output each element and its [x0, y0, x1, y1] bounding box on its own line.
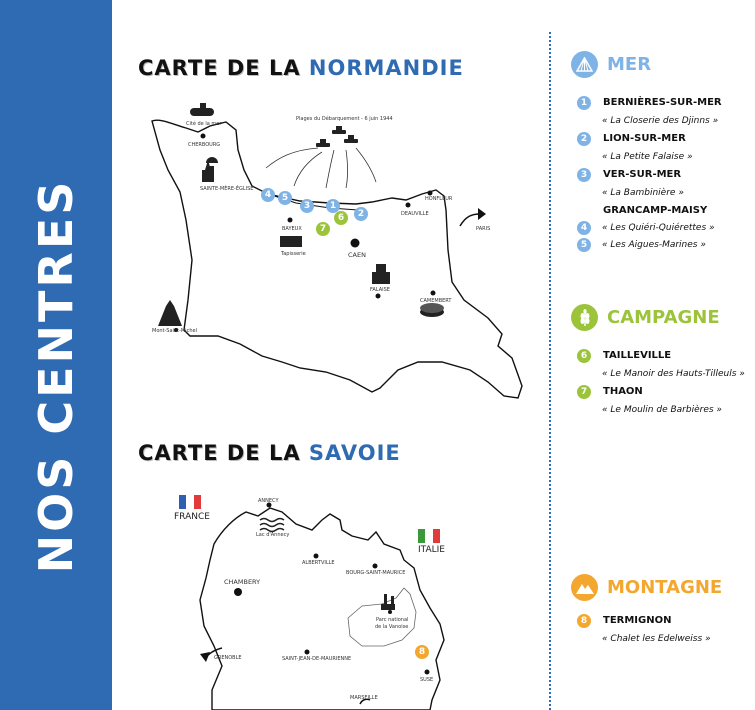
castle-icon: [372, 264, 390, 284]
entry-place: BERNIÈRES-SUR-MER: [603, 97, 722, 108]
entry-1-sub: « La Closerie des Djinns »: [602, 116, 719, 126]
entry-place: VER-SUR-MER: [603, 169, 682, 180]
label-bourg-saint-maurice: BOURG-SAINT-MAURICE: [346, 570, 406, 576]
ships-icon: [316, 126, 358, 147]
city-dot-cherbourg: [201, 134, 206, 139]
map-marker-1: 1: [326, 199, 340, 213]
category-campagne-header: [571, 304, 720, 331]
category-mer-name: MER: [607, 54, 652, 75]
entry-place: LION-SUR-MER: [603, 133, 686, 144]
label-marseille: MARSEILLE: [350, 695, 378, 701]
map-marker-7: 7: [316, 222, 330, 236]
city-dot-chambery: [234, 588, 242, 596]
lake-icon: [260, 519, 284, 532]
entry-6-sub: « Le Manoir des Hauts-Tilleuls »: [602, 369, 745, 379]
italy-flag-icon: [418, 529, 440, 543]
label-falaise: FALAISE: [370, 287, 390, 293]
label-sainte-mere: SAINTE-MÈRE-ÉGLISE: [200, 186, 254, 192]
label-bayeux: BAYEUX: [282, 226, 302, 232]
entry-place: TAILLEVILLE: [603, 350, 672, 361]
submarine-icon: [190, 103, 214, 116]
label-italie: ITALIE: [418, 545, 445, 555]
tapestry-icon: [280, 236, 302, 247]
label-tapisserie: Tapisserie: [281, 251, 306, 257]
savoie-map-title: CARTE DE LA SAVOIE: [138, 441, 401, 465]
entry-number: 2: [577, 132, 591, 146]
savoie-outline: [200, 508, 444, 710]
paris-arrow: [460, 214, 480, 226]
map-marker-4: 4: [261, 188, 275, 202]
label-albertville: ALBERTVILLE: [302, 560, 335, 566]
map-marker-6: 6: [334, 211, 348, 225]
label-paris: PARIS: [476, 226, 491, 232]
city-dot-bayeux: [288, 218, 293, 223]
entry-4-sub: « Les Quiéri-Quiérettes »: [602, 223, 715, 233]
entry-number: 4: [577, 221, 591, 235]
entry-5-sub: « Les Aigues-Marines »: [602, 240, 706, 250]
mountain-icon: [571, 574, 598, 601]
normandie-map-title: CARTE DE LA NORMANDIE: [138, 56, 464, 80]
entry-number: 5: [577, 238, 591, 252]
label-camembert: CAMEMBERT: [420, 298, 452, 304]
city-dot-bourg: [373, 564, 378, 569]
city-dot-deauville: [406, 203, 411, 208]
city-dot-caen: [351, 239, 360, 248]
label-parc-2: de la Vanoise: [375, 624, 409, 630]
france-flag-icon: [179, 495, 201, 509]
cheese-icon: [420, 303, 444, 317]
label-mont-saint-michel: Mont-Saint-Michel: [152, 328, 197, 334]
entry-number: 6: [577, 349, 591, 363]
city-dot-falaise: [376, 294, 381, 299]
category-montagne-name: MONTAGNE: [607, 577, 723, 598]
entry-number: 7: [577, 385, 591, 399]
ibex-icon: [381, 594, 395, 610]
entry-place: THAON: [603, 386, 643, 397]
category-campagne-name: CAMPAGNE: [607, 307, 720, 328]
entry-number: 3: [577, 168, 591, 182]
label-chambery: CHAMBERY: [224, 578, 261, 586]
wheat-icon: [571, 304, 598, 331]
label-france: FRANCE: [174, 512, 210, 522]
city-dot-suse: [425, 670, 430, 675]
entry-place: GRANCAMP-MAISY: [603, 205, 708, 216]
shell-icon: [571, 51, 598, 78]
label-cite-mer: Cité de la mer: [186, 121, 222, 127]
label-cherbourg: CHERBOURG: [188, 142, 221, 148]
label-annecy: ANNECY: [258, 498, 279, 504]
category-montagne-header: [571, 574, 722, 601]
label-saint-jean: SAINT-JEAN-DE-MAURIENNE: [282, 656, 352, 662]
entry-8-sub: « Chalet les Edelweiss »: [602, 634, 711, 644]
map-marker-8: 8: [415, 645, 429, 659]
city-dot-albertville: [314, 554, 319, 559]
label-grenoble: GRENOBLE: [214, 655, 242, 661]
label-honfleur: HONFLEUR: [425, 196, 453, 202]
city-dot-vanoise: [388, 610, 392, 614]
church-icon: [202, 160, 214, 182]
label-caen: CAEN: [348, 251, 366, 259]
city-dot-st-jean: [305, 650, 310, 655]
entry-place: TERMIGNON: [603, 615, 672, 626]
entry-number: 1: [577, 96, 591, 110]
mont-saint-michel-icon: [158, 300, 182, 326]
city-dot-camembert: [431, 291, 436, 296]
category-mer-header: [571, 51, 651, 78]
city-dot-honfleur: [428, 191, 433, 196]
label-debarquement: Plages du Débarquement - 6 juin 1944: [296, 116, 393, 122]
entry-7-sub: « Le Moulin de Barbières »: [602, 405, 722, 415]
label-parc-1: Parc national: [376, 617, 409, 623]
entry-3-sub: « La Bambinière »: [602, 188, 684, 198]
map-marker-2: 2: [354, 207, 368, 221]
entry-number: 8: [577, 614, 591, 628]
side-title: NOS CENTRES: [29, 178, 83, 574]
map-marker-3: 3: [300, 199, 314, 213]
entry-2-sub: « La Petite Falaise »: [602, 152, 693, 162]
label-deauville: DEAUVILLE: [401, 211, 429, 217]
label-lac-annecy: Lac d'Annecy: [256, 532, 290, 538]
landing-arrows: [266, 148, 376, 188]
label-suse: SUSE: [420, 677, 434, 683]
map-marker-5: 5: [278, 191, 292, 205]
